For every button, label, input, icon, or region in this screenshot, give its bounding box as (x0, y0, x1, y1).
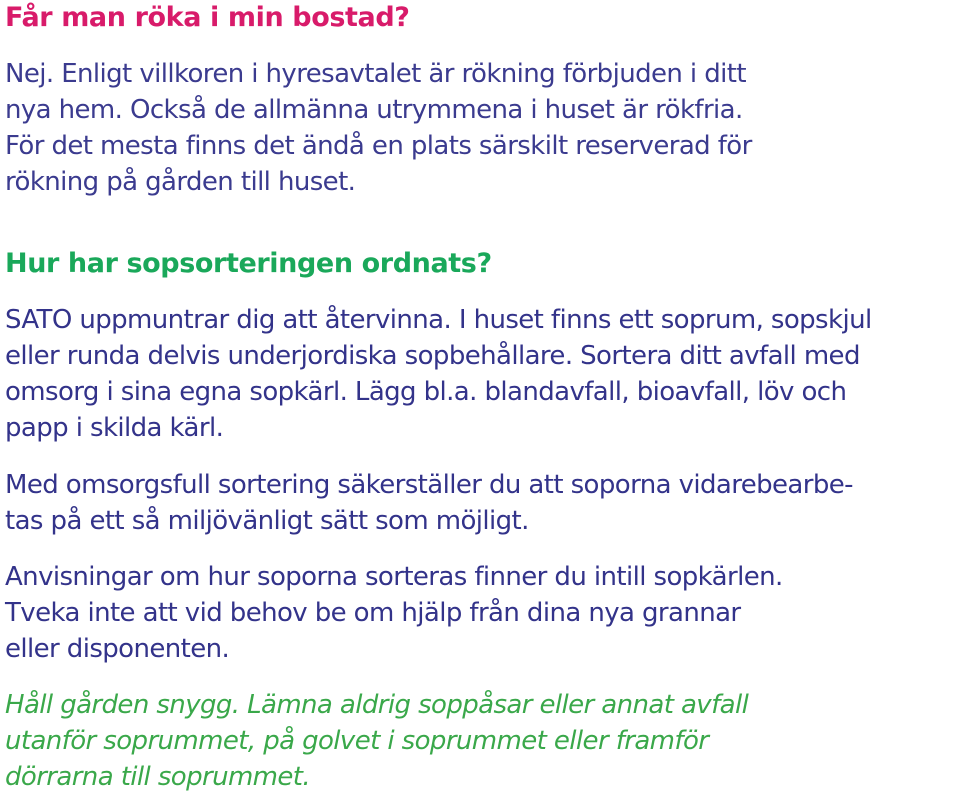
sorting-line: SATO uppmuntrar dig att återvinna. I huset finns ett soprum, sopskjul (5, 305, 872, 335)
sorting-section (5, 246, 957, 282)
sorting-paragraph-2 (5, 467, 957, 539)
smoking-line: nya hem. Också de allmänna utrymmena i huset är rökfria. (5, 95, 743, 125)
smoking-line: Nej. Enligt villkoren i hyresavtalet är rökning förbjuden i ditt (5, 59, 746, 89)
sorting-tip (5, 687, 957, 795)
sorting-line: Med omsorgsfull sortering säkerställer du att soporna vidarebearbe- (5, 470, 853, 500)
smoking-line: rökning på gården till huset. (5, 167, 356, 197)
tip-line: dörrarna till soprummet. (5, 762, 311, 792)
sorting-paragraph-1 (5, 302, 957, 446)
sorting-line: omsorg i sina egna sopkärl. Lägg bl.a. blandavfall, bioavfall, löv och (5, 377, 847, 407)
smoking-line: För det mesta finns det ändå en plats särskilt reserverad för (5, 131, 752, 161)
sorting-line: papp i skilda kärl. (5, 413, 224, 443)
sorting-line: eller disponenten. (5, 634, 230, 664)
sorting-line: Tveka inte att vid behov be om hjälp från dina nya grannar (5, 598, 741, 628)
sorting-paragraph-3 (5, 559, 957, 667)
sorting-line: eller runda delvis underjordiska sopbehållare. Sortera ditt avfall med (5, 341, 860, 371)
smoking-heading: Får man röka i min bostad? (5, 2, 410, 33)
sorting-heading: Hur har sopsorteringen ordnats? (5, 248, 492, 279)
sorting-line: Anvisningar om hur soporna sorteras finner du intill sopkärlen. (5, 562, 783, 592)
smoking-paragraph (5, 56, 957, 200)
tip-line: Håll gården snygg. Lämna aldrig soppåsar eller annat avfall (5, 690, 749, 720)
sorting-line: tas på ett så miljövänligt sätt som möjligt. (5, 506, 529, 536)
smoking-section (5, 0, 957, 36)
tip-line: utanför soprummet, på golvet i soprummet eller framför (5, 726, 709, 756)
